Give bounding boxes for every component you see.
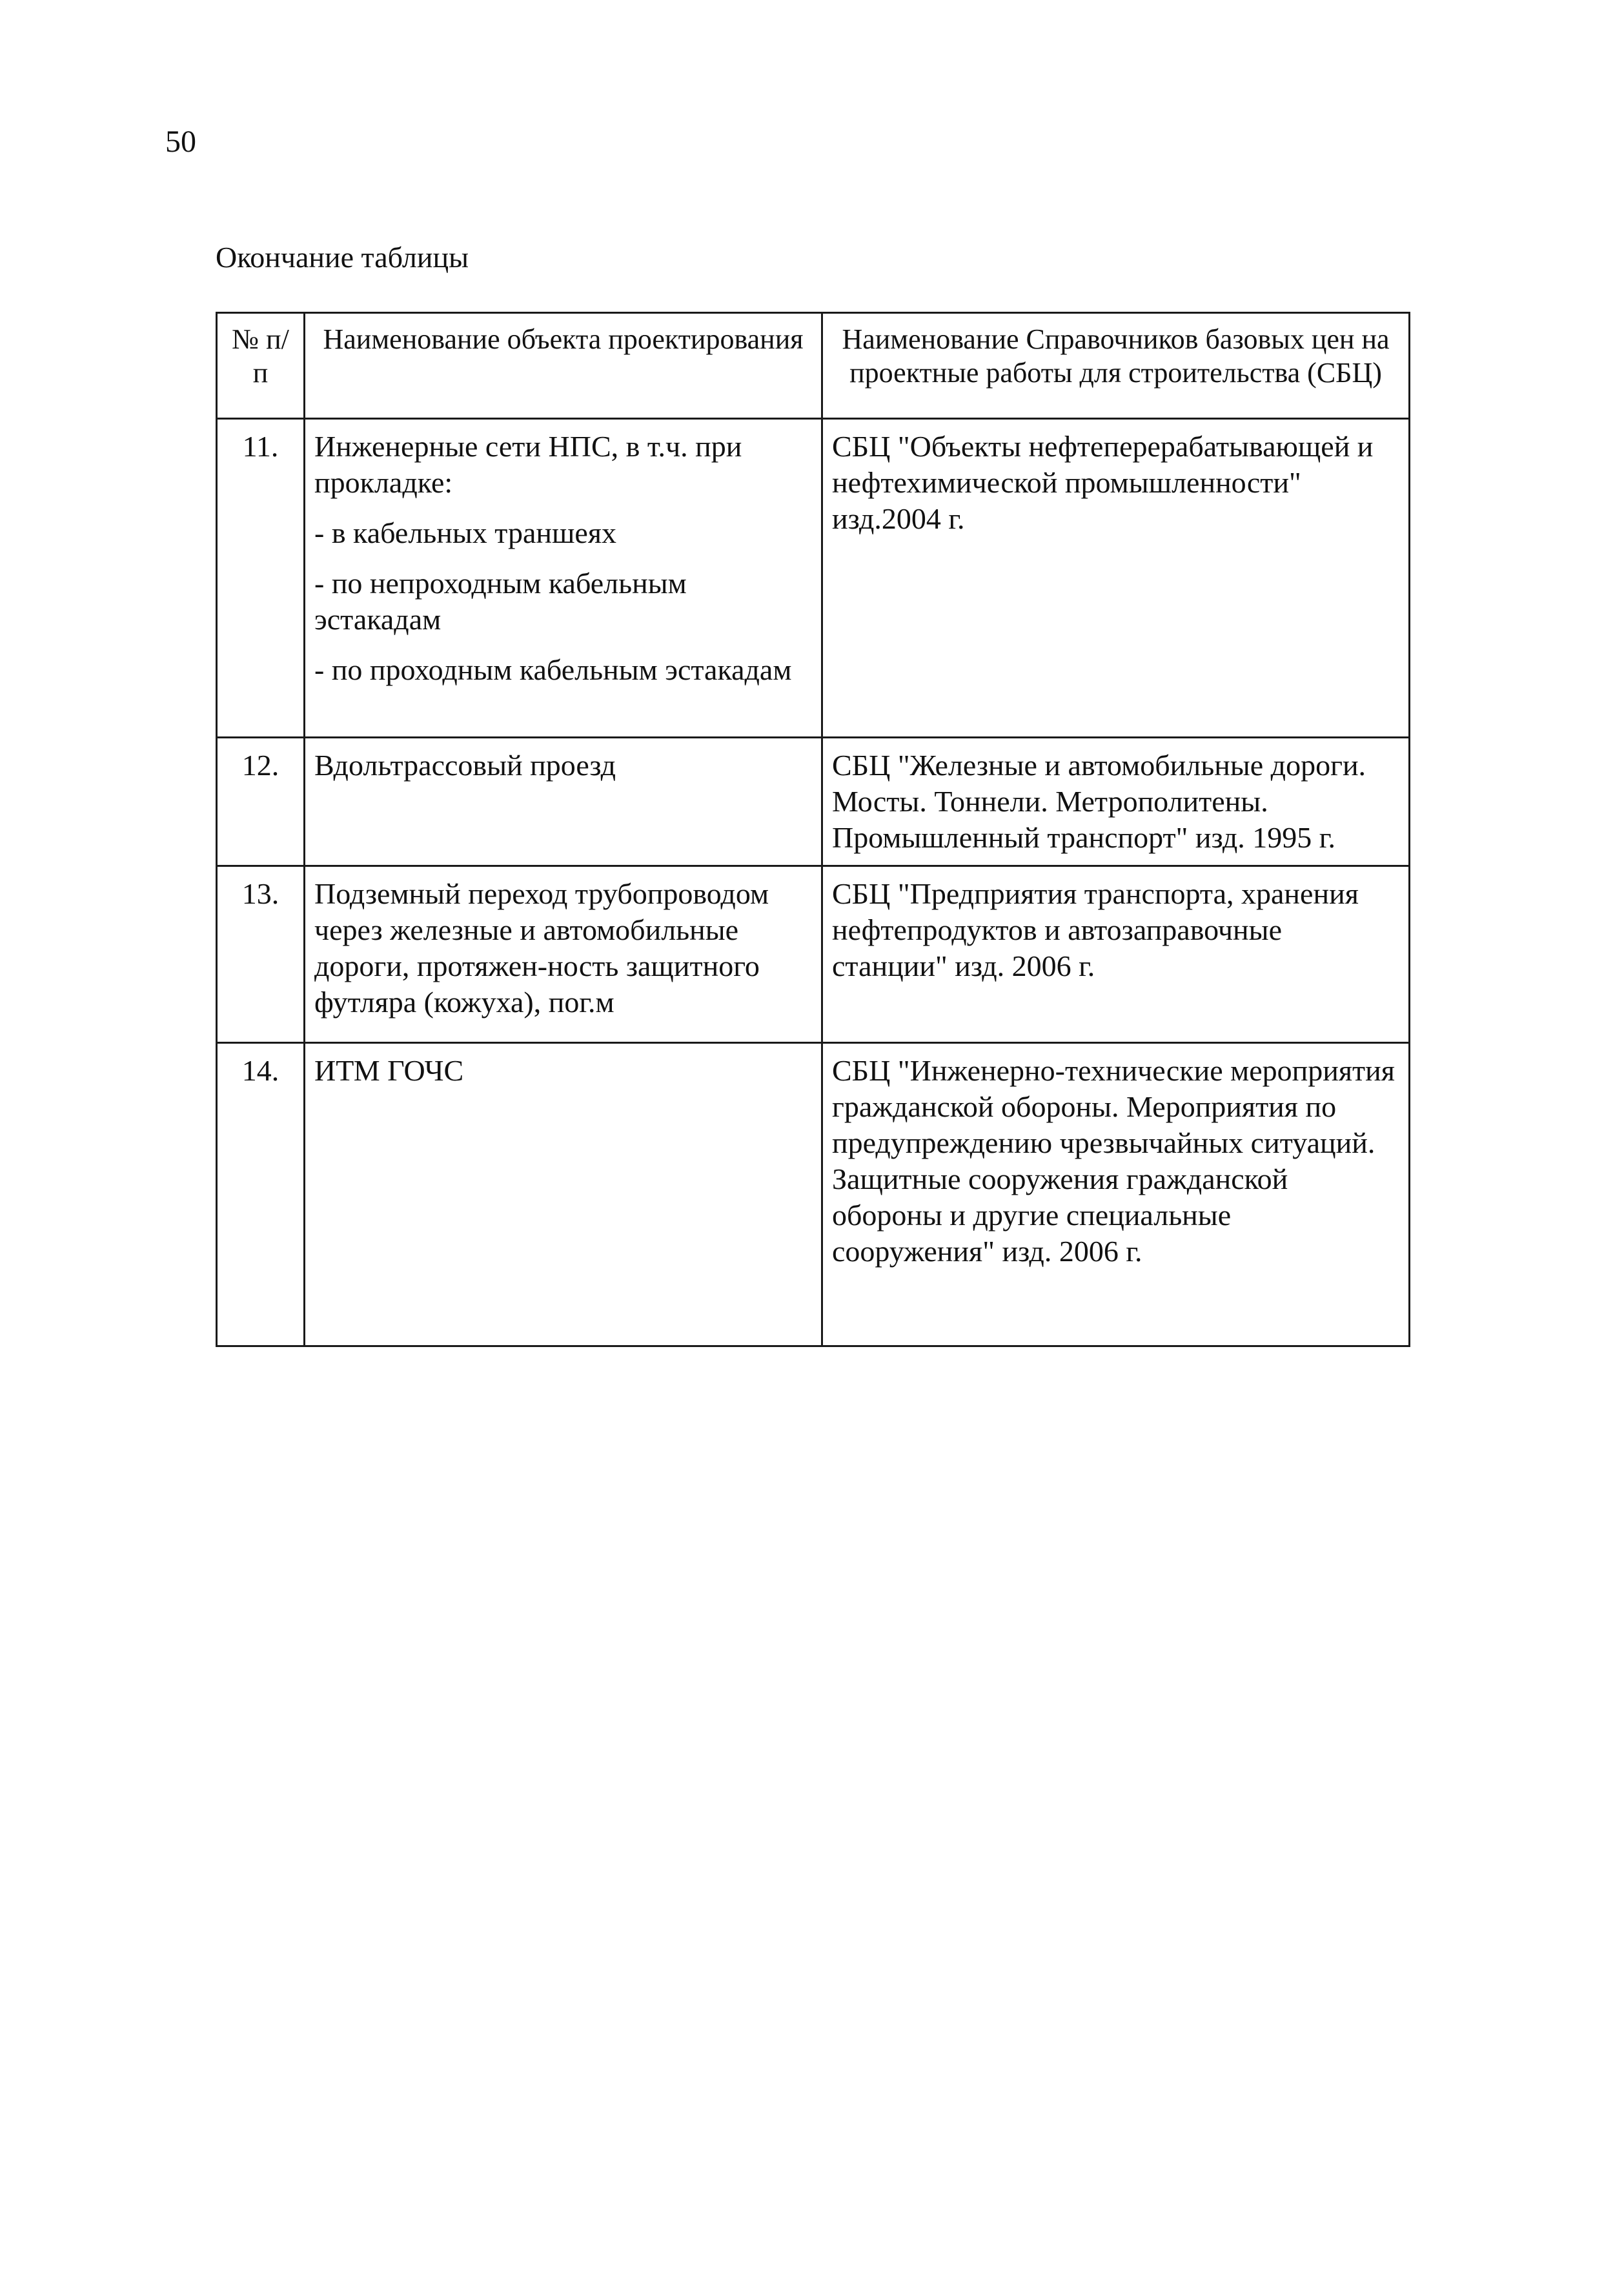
reference-cell: СБЦ "Объекты нефтеперерабатывающей и нефтехимической промышленности" изд.2004 г. <box>822 419 1410 738</box>
reference-cell: СБЦ "Инженерно-технические мероприятия гражданской обороны. Мероприятия по предупреждению чрезвычайных ситуаций. Защитные сооружения гражданской обороны и другие специальные сооружения" изд. 2006 г. <box>822 1043 1410 1346</box>
reference-table <box>216 312 1410 1347</box>
object-cell <box>305 419 822 738</box>
reference-cell: СБЦ "Предприятия транспорта, хранения нефтепродуктов и автозаправочные станции" изд. 2006 г. <box>822 866 1410 1043</box>
page-number: 50 <box>165 125 196 159</box>
object-item: - в кабельных траншеях <box>314 516 616 549</box>
object-item: - по проходным кабельным эстакадам <box>314 653 792 686</box>
table-row <box>217 419 1410 738</box>
object-cell: ИТМ ГОЧС <box>305 1043 822 1346</box>
header-object: Наименование объекта проектирования <box>305 313 822 419</box>
row-number: 11. <box>217 419 305 738</box>
reference-cell: СБЦ "Железные и автомобильные дороги. Мосты. Тоннели. Метрополитены. Промышленный транспорт" изд. 1995 г. <box>822 738 1410 866</box>
row-number: 12. <box>217 738 305 866</box>
table-header-row <box>217 313 1410 419</box>
object-cell: Вдольтрассовый проезд <box>305 738 822 866</box>
object-item: - по непроходным кабельным эстакадам <box>314 567 687 636</box>
header-num: № п/п <box>217 313 305 419</box>
table-caption: Окончание таблицы <box>216 241 469 274</box>
header-reference: Наименование Справочников базовых цен на проектные работы для строительства (СБЦ) <box>822 313 1410 419</box>
table-row <box>217 866 1410 1043</box>
object-item: Инженерные сети НПС, в т.ч. при прокладке: <box>314 430 742 499</box>
table-row <box>217 1043 1410 1346</box>
row-number: 13. <box>217 866 305 1043</box>
object-cell: Подземный переход трубопроводом через железные и автомобильные дороги, протяжен-ность защитного футляра (кожуха), пог.м <box>305 866 822 1043</box>
table-row <box>217 738 1410 866</box>
row-number: 14. <box>217 1043 305 1346</box>
